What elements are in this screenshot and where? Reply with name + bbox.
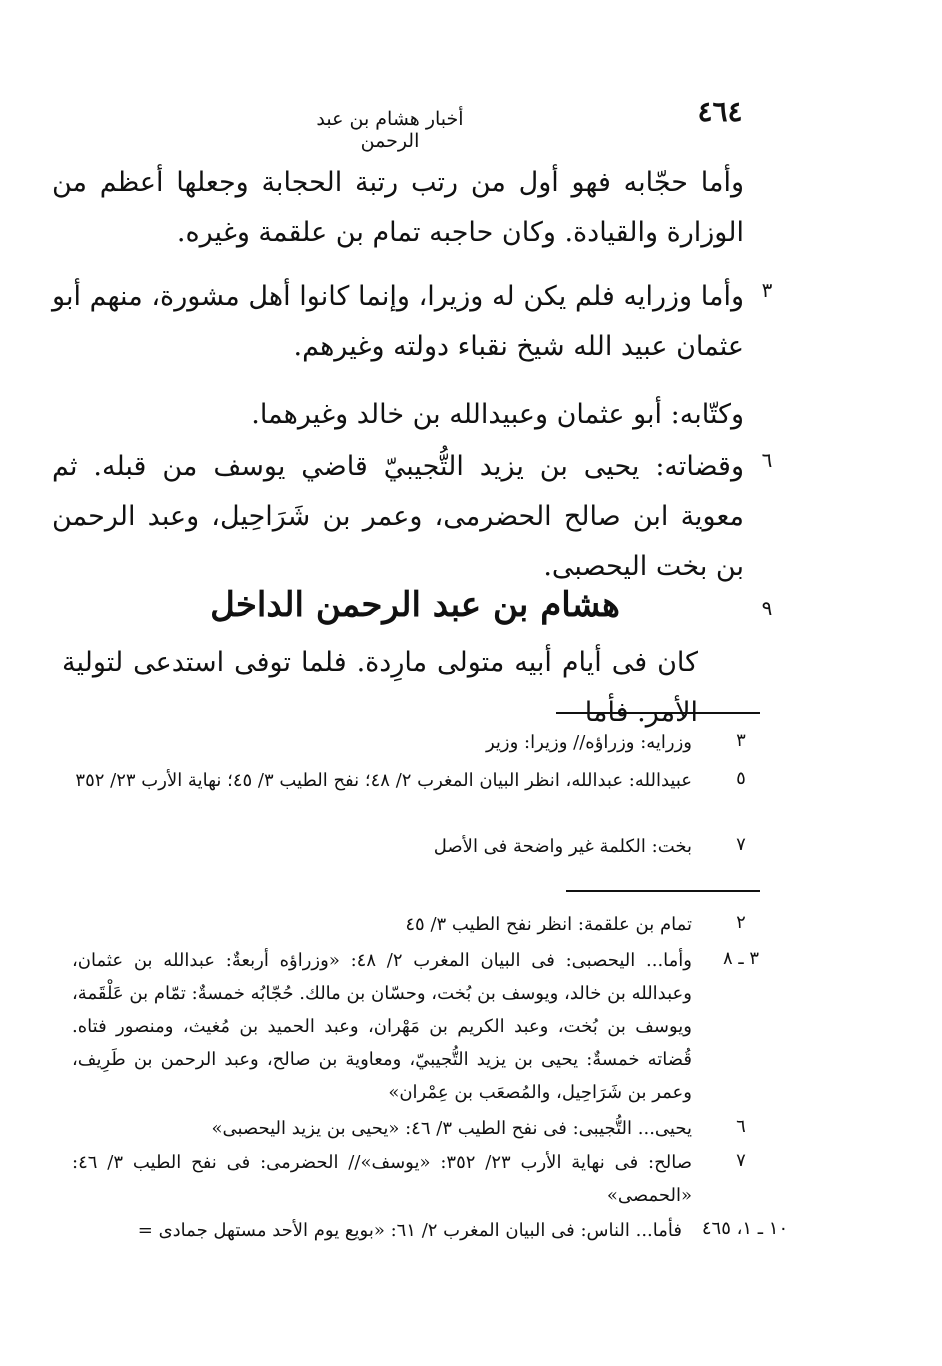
variant-note: عبيدالله: عبدالله، انظر البيان المغرب ٢/ ٤٨؛ نفح الطيب ٣/ ٤٥؛ نهاية الأرب ٢٣/ ٣٥٢ bbox=[75, 770, 692, 791]
source-note: تمام بن علقمة: انظر نفح الطيب ٣/ ٤٥ bbox=[405, 914, 692, 935]
note-line-number: ٢ bbox=[736, 912, 746, 933]
source-note: فأما... الناس: فى البيان المغرب ٢/ ٦١: «بويع يوم الأحد مستهل جمادى = bbox=[137, 1220, 682, 1241]
paragraph-hijaba: وأما حجّابه فهو أول من رتب رتبة الحجابة وجعلها أعظم من الوزارة والقيادة. وكان حاجبه تمام بن علقمة وغيره. bbox=[52, 167, 744, 248]
note-line-number: ٧ bbox=[736, 1150, 746, 1171]
footnote-rule bbox=[566, 890, 760, 892]
source-note: صالح: فى نهاية الأرب ٢٣/ ٣٥٢: «يوسف»// الحضرمى: فى نفح الطيب ٣/ ٤٦: «الحمصى» bbox=[72, 1152, 692, 1206]
running-title: أخبار هشام بن عبد الرحمن bbox=[316, 108, 464, 152]
line-number: ٦ bbox=[761, 448, 773, 472]
note-line-number: ٣ bbox=[736, 730, 746, 751]
source-note: يحيى... التُّجيبى: فى نفح الطيب ٣/ ٤٦: «يحيى بن يزيد اليحصبى» bbox=[211, 1118, 692, 1139]
paragraph-opening: كان فى أيام أبيه متولى مارِدة. فلما توفى استدعى لتولية الأمر. فأما bbox=[62, 647, 698, 728]
paragraph-kuttab: وكتّابه: أبو عثمان وعبيدالله بن خالد وغيرهما. bbox=[251, 399, 744, 430]
line-number: ٣ bbox=[761, 278, 773, 302]
line-number: ٩ bbox=[761, 596, 773, 620]
note-line-number: ٦ bbox=[736, 1116, 746, 1137]
section-heading: هشام بن عبد الرحمن الداخل bbox=[210, 585, 620, 625]
note-line-number: ٣ ـ ٨ bbox=[722, 948, 760, 969]
footnote-rule bbox=[556, 712, 760, 714]
paragraph-qudat: وقضاته: يحيى بن يزيد التُّجيبيّ قاضي يوسف من قبله. ثم معوية ابن صالح الحضرمى، وعمر بن شَرَاحِيل، وعبد الرحمن بن بخت اليحصبى. bbox=[52, 451, 744, 582]
paragraph-wuzara: وأما وزرايه فلم يكن له وزيرا، وإنما كانوا أهل مشورة، منهم أبو عثمان عبيد الله شيخ نقباء دولته وغيرهم. bbox=[52, 281, 744, 362]
page-number: ٤٦٤ bbox=[697, 95, 743, 128]
variant-note: بخت: الكلمة غير واضحة فى الأصل bbox=[433, 836, 692, 857]
note-line-number: ٥ bbox=[736, 768, 746, 789]
variant-note: وزرايه: وزراؤه// وزيرا: وزير bbox=[485, 732, 692, 753]
note-line-number: ٧ bbox=[736, 834, 746, 855]
note-line-number: ١٠ ـ ١، ٤٦٥ bbox=[701, 1218, 789, 1239]
source-note: وأما... اليحصبى: فى البيان المغرب ٢/ ٤٨: «وزراؤه أربعةٌ: عبدالله بن عثمان، وعبدالله بن خالد، ويوسف بن بُخت، وحسّان بن مالك. حُجّابُه خمسةٌ: تمّام بن عَلْقَمة، ويوسف بن بُخت، وعبد الكريم بن مَهْران، وعبد الحميد بن مُغيث، ومنصور فتاه. قُضاته خمسةٌ: يحيى بن يزيد التُّجيبيّ، ومعاوية بن صالح، وعبد الرحمن بن طَرِيف، وعمر بن شَرَاحِيل، والمُصعَب بن عِمْران» bbox=[72, 950, 692, 1103]
